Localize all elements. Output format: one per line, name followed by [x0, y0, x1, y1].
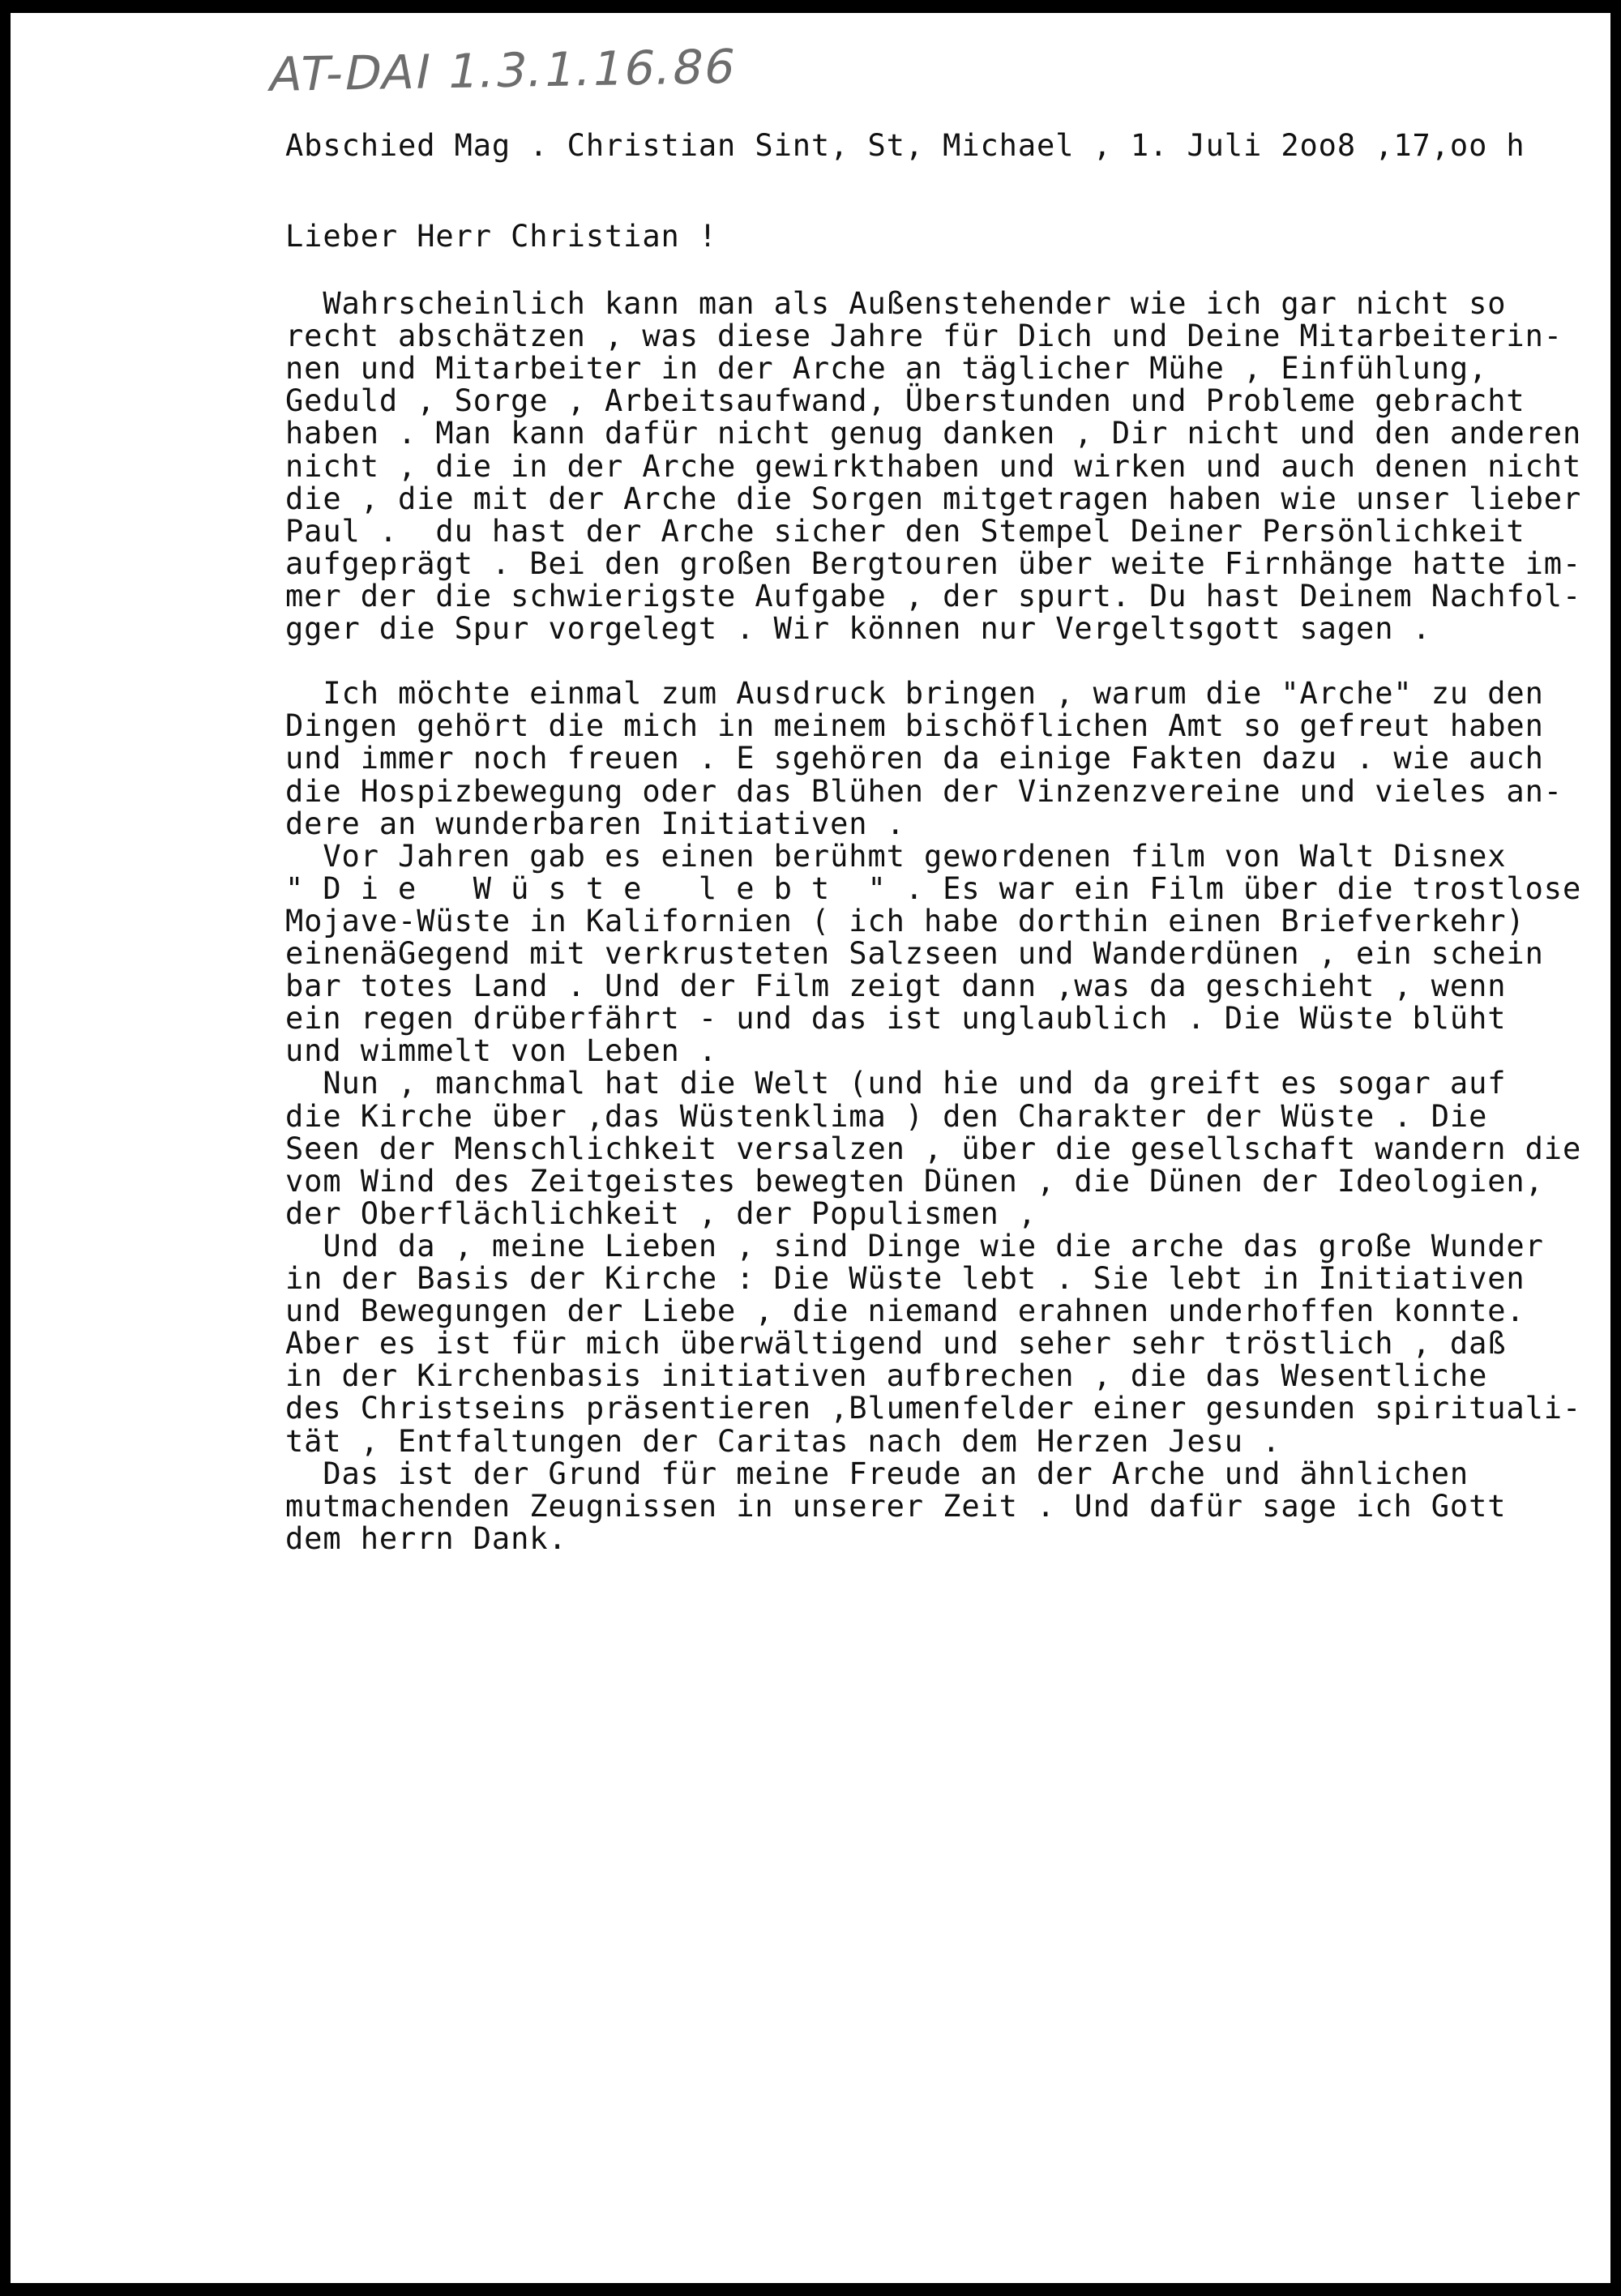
letter-line: mer der die schwierigste Aufgabe , der spurt. Du hast Deinem Nachfol-	[285, 578, 1582, 614]
letter-line: die Hospizbewegung oder das Blühen der Vinzenzvereine und vieles an-	[285, 773, 1563, 809]
letter-line: in der Kirchenbasis initiativen aufbrechen , die das Wesentliche	[285, 1358, 1488, 1394]
letter-line: die , die mit der Arche die Sorgen mitgetragen haben wie unser lieber	[285, 481, 1582, 516]
letter-line: der Oberflächlichkeit , der Populismen ,	[285, 1195, 1037, 1231]
letter-line: Aber es ist für mich überwältigend und seher sehr tröstlich , daß	[285, 1326, 1507, 1362]
letter-line: Seen der Menschlichkeit versalzen , über die gesellschaft wandern die	[285, 1131, 1582, 1166]
letter-line: Geduld , Sorge , Arbeitsaufwand, Überstunden und Probleme gebracht	[285, 383, 1525, 419]
letter-line: nen und Mitarbeiter in der Arche an täglicher Mühe , Einfühlung,	[285, 351, 1488, 387]
letter-line: tät , Entfaltungen der Caritas nach dem Herzen Jesu .	[285, 1423, 1281, 1459]
letter-line: gger die Spur vorgelegt . Wir können nur Vergeltsgott sagen .	[285, 611, 1431, 646]
letter-line: Dingen gehört die mich in meinem bischöflichen Amt so gefreut haben	[285, 708, 1544, 744]
handwritten-archive-reference: AT-DAI 1.3.1.16.86	[264, 38, 742, 102]
letter-line: recht abschätzen , was diese Jahre für Dich und Deine Mitarbeiterin-	[285, 319, 1563, 354]
letter-line: Wahrscheinlich kann man als Außenstehender wie ich gar nicht so	[285, 286, 1507, 321]
letter-line: dem herrn Dank.	[285, 1520, 567, 1556]
letter-line: Vor Jahren gab es einen berühmt gewordenen film von Walt Disnex	[285, 838, 1507, 874]
letter-line: ein regen drüberfährt - und das ist unglaublich . Die Wüste blüht	[285, 1001, 1507, 1037]
letter-heading: Abschied Mag . Christian Sint, St, Michael , 1. Juli 2oo8 ,17,oo h	[285, 128, 1525, 163]
letter-line: haben . Man kann dafür nicht genug danken , Dir nicht und den anderen	[285, 416, 1582, 451]
letter-line: bar totes Land . Und der Film zeigt dann ,was da geschieht , wenn	[285, 968, 1507, 1004]
letter-line: und Bewegungen der Liebe , die niemand erahnen underhoffen konnte.	[285, 1293, 1525, 1329]
letter-line: des Christseins präsentieren ,Blumenfelder einer gesunden spirituali-	[285, 1391, 1582, 1426]
letter-line: Ich möchte einmal zum Ausdruck bringen , warum die "Arche" zu den	[285, 676, 1544, 712]
letter-line: " D i e W ü s t e l e b t " . Es war ein Film über die trostlose	[285, 870, 1582, 906]
letter-line: die Kirche über ,das Wüstenklima ) den Charakter der Wüste . Die	[285, 1098, 1488, 1134]
letter-line: und immer noch freuen . E sgehören da einige Fakten dazu . wie auch	[285, 741, 1544, 776]
letter-line: Mojave-Wüste in Kalifornien ( ich habe dorthin einen Briefverkehr)	[285, 903, 1525, 938]
letter-line: Und da , meine Lieben , sind Dinge wie die arche das große Wunder	[285, 1228, 1544, 1263]
letter-line: mutmachenden Zeugnissen in unserer Zeit . Und dafür sage ich Gott	[285, 1488, 1507, 1524]
letter-line: in der Basis der Kirche : Die Wüste lebt . Sie lebt in Initiativen	[285, 1261, 1525, 1296]
letter-line: Paul . du hast der Arche sicher den Stempel Deiner Persönlichkeit	[285, 513, 1525, 549]
letter-line: und wimmelt von Leben .	[285, 1033, 718, 1069]
letter-line: vom Wind des Zeitgeistes bewegten Dünen , die Dünen der Ideologien,	[285, 1163, 1544, 1199]
letter-line: Nun , manchmal hat die Welt (und hie und da greift es sogar auf	[285, 1066, 1507, 1101]
letter-line: einenäGegend mit verkrusteten Salzseen und Wanderdünen , ein schein	[285, 936, 1544, 971]
letter-line: nicht , die in der Arche gewirkthaben und wirken und auch denen nicht	[285, 448, 1582, 484]
salutation: Lieber Herr Christian !	[285, 219, 718, 254]
letter-line: dere an wunderbaren Initiativen .	[285, 806, 905, 841]
letter-line: aufgeprägt . Bei den großen Bergtouren über weite Firnhänge hatte im-	[285, 545, 1582, 581]
letter-line: Das ist der Grund für meine Freude an der Arche und ähnlichen	[285, 1456, 1469, 1491]
